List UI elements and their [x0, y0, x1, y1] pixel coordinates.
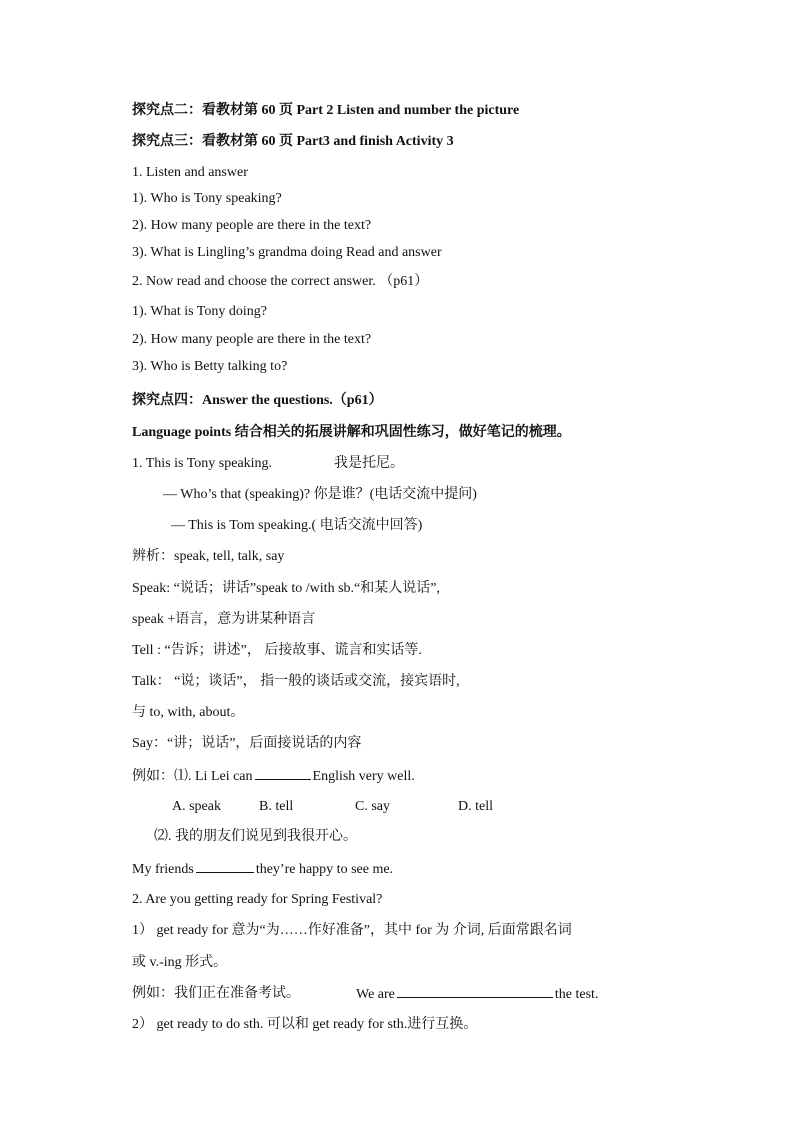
option-d: D. tell — [458, 799, 493, 814]
exercise-2 — [132, 860, 393, 879]
task-read-choose: 2. Now read and choose the correct answer. （p61） — [132, 274, 429, 289]
option-a: A. speak — [172, 799, 221, 814]
phone-question-example: — Who’s that (speaking)? 你是谁？(电话交流中提问) — [163, 487, 477, 502]
talk-preposition-note: 与 to, with, about。 — [132, 705, 245, 720]
point-1-sentence: 1. This is Tony speaking. — [132, 456, 273, 471]
task-listen-answer: 1. Listen and answer — [132, 165, 248, 180]
option-c: C. say — [355, 799, 390, 814]
word-comparison-heading: 辨析：speak, tell, talk, say — [132, 549, 285, 564]
exercise-1-prefix: 例如：⑴. Li Lei can — [132, 769, 253, 784]
exercise-1 — [132, 767, 415, 786]
point-2-sentence: 2. Are you getting ready for Spring Festival? — [132, 892, 383, 907]
exercise-3-translation: 例如：我们正在准备考试。 — [132, 986, 300, 1001]
question-4: 1). What is Tony doing? — [132, 304, 267, 319]
get-ready-to-explanation: 2） get ready to do sth. 可以和 get ready for sth.进行互换。 — [132, 1017, 478, 1032]
get-ready-for-explanation: 1） get ready for 意为“为……作好准备”，其中 for 为 介词, 后面常跟名词 — [132, 923, 572, 938]
tell-explanation: Tell : “告诉；讲述”， 后接故事、谎言和实话等. — [132, 643, 422, 658]
answer-blank-2[interactable] — [196, 860, 254, 873]
option-b: B. tell — [259, 799, 294, 814]
section-heading-4: 探究点四：Answer the questions.（p61） — [132, 393, 383, 408]
get-ready-for-form-note: 或 v.-ing 形式。 — [132, 955, 228, 970]
question-1: 1). Who is Tony speaking? — [132, 191, 282, 206]
exercise-3-suffix: the test. — [554, 987, 599, 1002]
section-heading-2: 探究点二：看教材第 60 页 Part 2 Listen and number the picture — [132, 103, 520, 118]
language-points-heading: Language points 结合相关的拓展讲解和巩固性练习，做好笔记的梳理。 — [132, 425, 571, 440]
exercise-2-prompt: ⑵. 我的朋友们说见到我很开心。 — [154, 829, 357, 844]
speak-explanation: Speak: “说话；讲话”speak to /with sb.“和某人说话”, — [132, 581, 440, 596]
say-explanation: Say：“讲；说话”，后面接说话的内容 — [132, 736, 362, 751]
exercise-1-suffix: English very well. — [312, 769, 415, 784]
exercise-2-suffix: they’re happy to see me. — [255, 862, 394, 877]
section-heading-3: 探究点三：看教材第 60 页 Part3 and finish Activity 3 — [132, 134, 454, 149]
phone-answer-example: — This is Tom speaking.( 电话交流中回答) — [171, 518, 423, 533]
question-2: 2). How many people are there in the text? — [132, 218, 372, 233]
talk-explanation: Talk： “说；谈话”， 指一般的谈话或交流，接宾语时, — [132, 674, 460, 689]
question-5: 2). How many people are there in the text? — [132, 332, 372, 347]
speak-language-explanation: speak +语言，意为讲某种语言 — [132, 612, 316, 627]
exercise-2-prefix: My friends — [132, 862, 194, 877]
question-6: 3). Who is Betty talking to? — [132, 359, 288, 374]
exercise-3-prefix: We are — [356, 987, 395, 1002]
exercise-3 — [356, 985, 598, 1004]
point-1-translation: 我是托尼。 — [334, 456, 404, 471]
answer-blank-3[interactable] — [397, 985, 553, 998]
question-3: 3). What is Lingling’s grandma doing Read and answer — [132, 245, 442, 260]
answer-blank-1[interactable] — [255, 767, 311, 780]
